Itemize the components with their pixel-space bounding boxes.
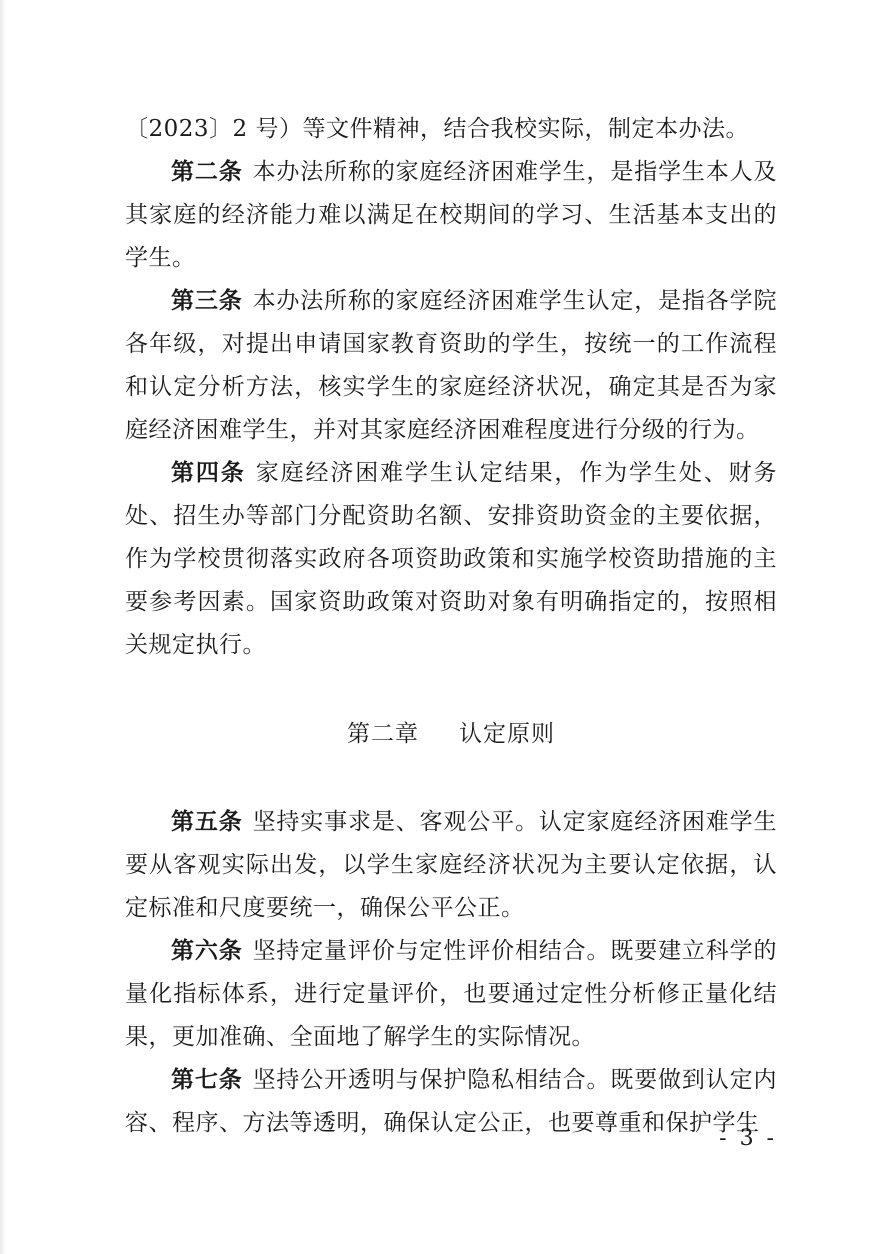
- document-body: [125, 108, 777, 1145]
- article-label: 第七条: [171, 1067, 243, 1093]
- chapter-title: 认定原则: [459, 721, 555, 747]
- article-2: [125, 151, 777, 280]
- article-7: [125, 1059, 777, 1145]
- article-text: 本办法所称的家庭经济困难学生，是指学生本人及其家庭的经济能力难以满足在校期间的学习、生活基本支出的学生。: [125, 159, 777, 271]
- article-text: 坚持定量评价与定性评价相结合。既要建立科学的量化指标体系，进行定量评价，也要通过定性分析修正量化结果，更加准确、全面地了解学生的实际情况。: [125, 938, 777, 1050]
- article-label: 第四条: [171, 460, 246, 486]
- article-3: [125, 280, 777, 452]
- page-number: - 3 -: [719, 1126, 777, 1151]
- intro-line: 〔2023〕2 号）等文件精神，结合我校实际，制定本办法。: [125, 116, 749, 142]
- page-edge-shadow: [0, 0, 6, 1254]
- article-label: 第六条: [171, 938, 243, 964]
- article-4: [125, 452, 777, 667]
- article-text: 坚持公开透明与保护隐私相结合。既要做到认定内容、程序、方法等透明，确保认定公正，也要尊重和保护学生: [125, 1067, 777, 1136]
- article-6: [125, 930, 777, 1059]
- article-text: 本办法所称的家庭经济困难学生认定，是指各学院各年级，对提出申请国家教育资助的学生，按统一的工作流程和认定分析方法，核实学生的家庭经济状况，确定其是否为家庭经济困难学生，并对其家庭经济困难程度进行分级的行为。: [125, 288, 777, 443]
- article-label: 第二条: [171, 159, 243, 185]
- chapter-heading: [125, 713, 777, 756]
- article-text: 家庭经济困难学生认定结果，作为学生处、财务处、招生办等部门分配资助名额、安排资助资金的主要依据，作为学校贯彻落实政府各项资助政策和实施学校资助措施的主要参考因素。国家资助政策对资助对象有明确指定的，按照相关规定执行。: [125, 460, 778, 658]
- article-label: 第三条: [171, 288, 243, 314]
- article-text: 坚持实事求是、客观公平。认定家庭经济困难学生要从客观实际出发，以学生家庭经济状况为主要认定依据，认定标准和尺度要统一，确保公平公正。: [125, 809, 777, 921]
- chapter-number: 第二章: [347, 721, 419, 747]
- article-5: [125, 801, 777, 930]
- article-label: 第五条: [171, 809, 243, 835]
